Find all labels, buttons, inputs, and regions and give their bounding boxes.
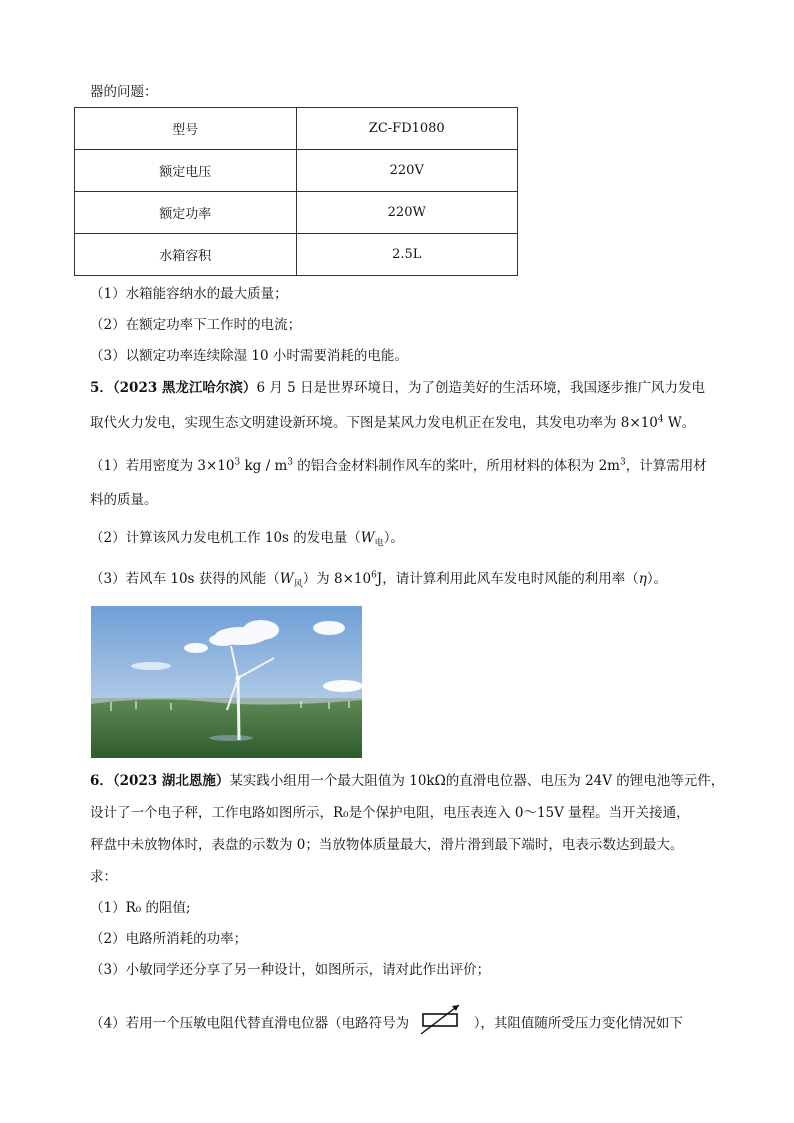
- q5-sub1-line2: 料的质量。: [90, 492, 158, 508]
- q4-sub3: （3）以额定功率连续除湿 10 小时需要消耗的电能。: [90, 348, 408, 364]
- spec-table-row: [75, 150, 518, 192]
- q5-sub2-a: （2）计算该风力发电机工作 10s 的发电量（: [90, 530, 361, 546]
- spec-label: 额定电压: [75, 150, 297, 192]
- q5-sub3-sub: 风: [293, 579, 303, 590]
- spec-value: 220V: [296, 150, 518, 192]
- q5-line1-text: 6 月 5 日是世界环境日，为了创造美好的生活环境，我国逐步推广风力发电: [256, 380, 705, 396]
- q5-sub3-w: W: [279, 571, 294, 587]
- q6-source: （2023 湖北恩施）: [112, 773, 230, 789]
- q5-number: 5．: [90, 380, 113, 396]
- q5-sub3-a: （3）若风车 10s 获得的风能（: [90, 571, 280, 587]
- q5-sub3-eta: η: [638, 571, 647, 587]
- q5-sub3-exp: 6: [371, 570, 377, 581]
- q6-sub4-b: ），其阻值随所受压力变化情况如下: [473, 1015, 683, 1032]
- q5-sub1-c: 的铝合金材料制作风车的桨叶，所用材料的体积为 2m: [292, 458, 620, 474]
- q6-line4: 求：: [90, 869, 117, 885]
- q5-sub2-sub: 电: [374, 538, 384, 549]
- wind-turbine-photo: [91, 606, 362, 758]
- q6-line1-text: 某实践小组用一个最大阻值为 10kΩ的直滑电位器、电压为 24V 的锂电池等元件，: [229, 773, 725, 789]
- spec-table-row: [75, 234, 518, 276]
- q5-sub2-b: ）。: [383, 530, 404, 546]
- q5-line2-post: W。: [663, 415, 696, 431]
- intro-text: 器的问题：: [90, 84, 158, 100]
- wind-turbine-illustration: [91, 606, 362, 758]
- spec-value: ZC-FD1080: [296, 108, 518, 150]
- q5-sub1-exp1: 3: [234, 457, 241, 468]
- q5-line2-exp: 4: [657, 414, 664, 425]
- spec-table: [74, 107, 518, 276]
- q5-line2: [90, 413, 695, 433]
- q5-sub1-exp2: 3: [287, 457, 293, 468]
- q5-sub2: [90, 528, 404, 548]
- q5-line1: [90, 378, 705, 398]
- q6-sub4-a: （4）若用一个压敏电阻代替直滑电位器（电路符号为: [90, 1015, 410, 1032]
- q6-sub1: （1）R₀ 的阻值;: [90, 900, 191, 916]
- q5-sub1-a: （1）若用密度为 3×10: [90, 458, 235, 474]
- q5-sub3: [90, 569, 667, 589]
- spec-value: 2.5L: [296, 234, 518, 276]
- q4-sub2: （2）在额定功率下工作时的电流；: [90, 317, 302, 333]
- spec-label: 型号: [75, 108, 297, 150]
- q5-sub3-b: ）为 8×10: [302, 571, 372, 587]
- q5-sub1-exp3: 3: [619, 457, 626, 468]
- spec-table-row: [75, 108, 518, 150]
- q6-line1: [90, 771, 724, 791]
- q5-line2-text: 取代火力发电，实现生态文明建设新环境。下图是某风力发电机正在发电，其发电功率为 8×10: [90, 415, 658, 431]
- q6-number: 6．: [90, 773, 113, 789]
- q5-sub3-d: ）。: [646, 571, 668, 587]
- spec-table-row: [75, 192, 518, 234]
- q5-source: （2023 黑龙江哈尔滨）: [112, 380, 257, 396]
- q6-sub4: [90, 1006, 683, 1042]
- spec-label: 额定功率: [75, 192, 297, 234]
- q5-sub2-w: W: [360, 530, 375, 546]
- q6-sub3: （3）小敏同学还分享了另一种设计，如图所示，请对此作出评价；: [90, 962, 491, 978]
- q5-sub1: [90, 456, 707, 476]
- q6-sub2: （2）电路所消耗的功率；: [90, 931, 248, 947]
- spec-value: 220W: [296, 192, 518, 234]
- q5-sub1-b: kg / m: [240, 458, 288, 474]
- q4-sub1: （1）水箱能容纳水的最大质量；: [90, 286, 288, 302]
- q5-sub1-d: ，计算需用材: [625, 458, 707, 474]
- spec-label: 水箱容积: [75, 234, 297, 276]
- q5-sub3-c: J，请计算利用此风车发电时风能的利用率（: [376, 571, 639, 587]
- q6-line3: 秤盘中未放物体时，表盘的示数为 0；当放物体质量最大，滑片滑到最下端时，电表示数达到最大。: [90, 837, 684, 853]
- q6-line2: 设计了一个电子秤，工作电路如图所示，R₀是个保护电阻，电压表连入 0～15V 量程。当开关接通，: [90, 805, 690, 821]
- varistor-symbol-icon: [413, 1002, 469, 1038]
